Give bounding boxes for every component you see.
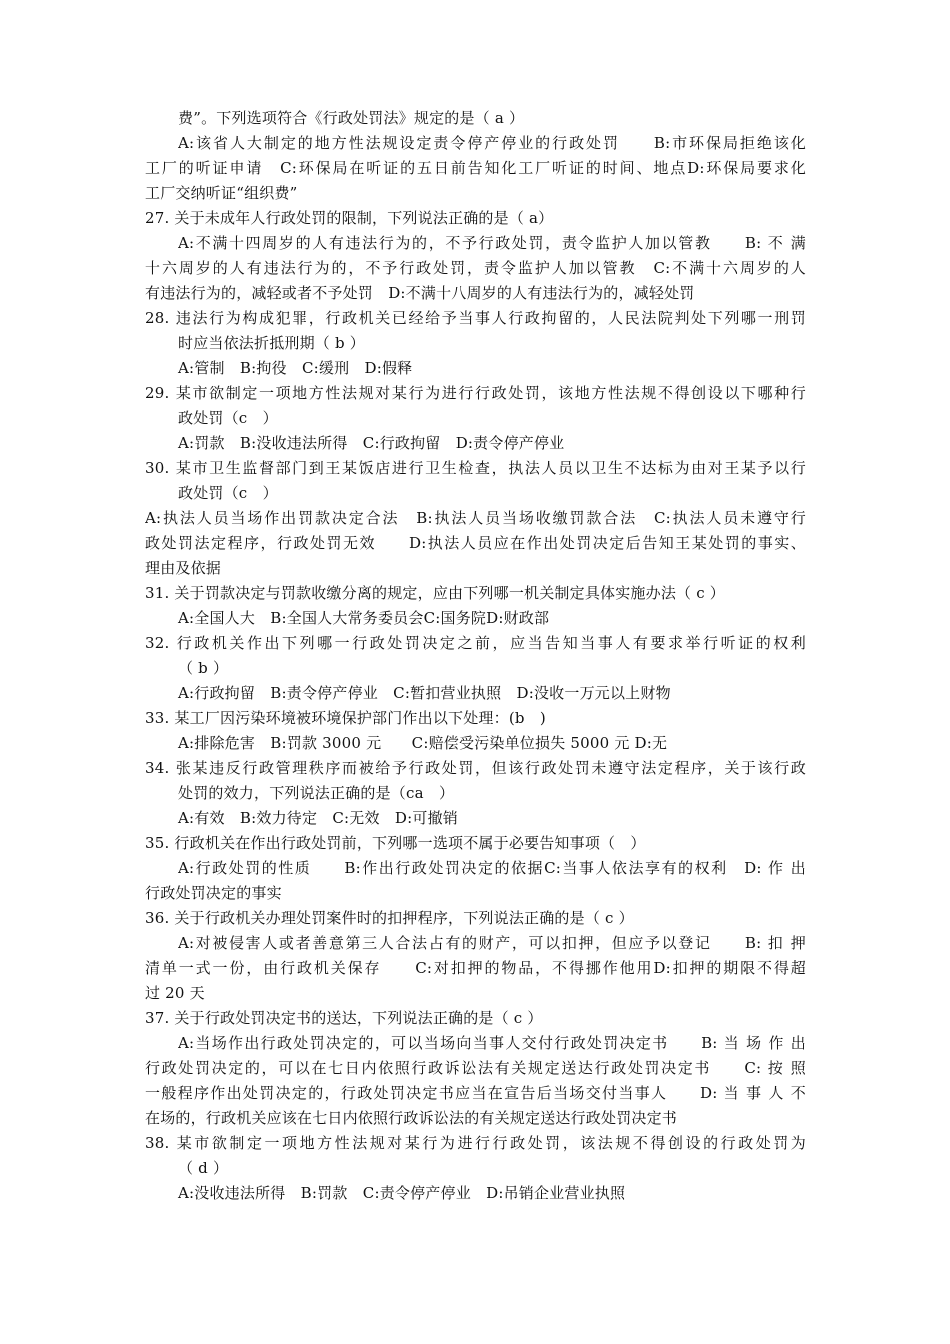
text-line: A:排除危害 B:罚款 3000 元 C:赔偿受污染单位损失 5000 元 D:无: [178, 734, 668, 752]
text-line: 一般程序作出处罚决定的，行政处罚决定书应当在宣告后当场交付当事人 D: 当 事 人 不: [145, 1084, 806, 1102]
text-line: 处罚的效力，下列说法正确的是（ca ）: [178, 784, 455, 802]
text-line: A:有效 B:效力待定 C:无效 D:可撤销: [178, 809, 458, 827]
text-line: 28. 违法行为构成犯罪，行政机关已经给予当事人行政拘留的，人民法院判处下列哪一刑罚: [145, 309, 806, 327]
text-line: 十六周岁的人有违法行为的，不予行政处罚，责令监护人加以管教 C:不满十六周岁的人: [145, 259, 806, 277]
text-line: 29. 某市欲制定一项地方性法规对某行为进行行政处罚，该地方性法规不得创设以下哪种行: [145, 384, 806, 402]
text-line: 31. 关于罚款决定与罚款收缴分离的规定，应由下列哪一机关制定具体实施办法（ c ）: [145, 584, 725, 602]
text-line: 清单一式一份，由行政机关保存 C:对扣押的物品，不得挪作他用D:扣押的期限不得超: [145, 959, 806, 977]
text-line: A:全国人大 B:全国人大常务委员会C:国务院D:财政部: [178, 609, 550, 627]
text-line: 36. 关于行政机关办理处罚案件时的扣押程序，下列说法正确的是（ c ）: [145, 909, 634, 927]
text-line: A:执法人员当场作出罚款决定合法 B:执法人员当场收缴罚款合法 C:执法人员未遵守行: [145, 509, 806, 527]
text-line: 35. 行政机关在作出行政处罚前，下列哪一选项不属于必要告知事项（ ）: [145, 834, 646, 852]
text-line: A:该省人大制定的地方性法规设定责令停产停业的行政处罚 B:市环保局拒绝该化: [178, 134, 806, 152]
text-line: 费”。下列选项符合《行政处罚法》规定的是（ a ）: [178, 109, 525, 127]
text-line: A:管制 B:拘役 C:缓刑 D:假释: [178, 359, 413, 377]
text-line: A:行政处罚的性质 B:作出行政处罚决定的依据C:当事人依法享有的权利 D: 作 出: [178, 859, 806, 877]
text-line: 30. 某市卫生监督部门到王某饭店进行卫生检查，执法人员以卫生不达标为由对王某予以行: [145, 459, 806, 477]
text-line: 27. 关于未成年人行政处罚的限制，下列说法正确的是（ a）: [145, 209, 554, 227]
text-line: 行政处罚决定的，可以在七日内依照行政诉讼法有关规定送达行政处罚决定书 C: 按 照: [145, 1059, 806, 1077]
text-line: 33. 某工厂因污染环境被环境保护部门作出以下处理：(b ): [145, 709, 546, 727]
text-line: A:没收违法所得 B:罚款 C:责令停产停业 D:吊销企业营业执照: [178, 1184, 626, 1202]
text-line: 有违法行为的，减轻或者不予处罚 D:不满十八周岁的人有违法行为的，减轻处罚: [145, 284, 695, 302]
text-line: 工厂交纳听证“组织费”: [145, 184, 298, 202]
text-line: A:行政拘留 B:责令停产停业 C:暂扣营业执照 D:没收一万元以上财物: [178, 684, 671, 702]
text-line: A:不满十四周岁的人有违法行为的，不予行政处罚，责令监护人加以管教 B: 不 满: [178, 234, 806, 252]
text-line: 政处罚（c ）: [178, 484, 278, 502]
text-line: 38. 某市欲制定一项地方性法规对某行为进行行政处罚，该法规不得创设的行政处罚为: [145, 1134, 806, 1152]
text-line: 时应当依法折抵刑期（ b ）: [178, 334, 365, 352]
text-line: A:当场作出行政处罚决定的，可以当场向当事人交付行政处罚决定书 B: 当 场 作 出: [178, 1034, 806, 1052]
text-line: 34. 张某违反行政管理秩序而被给予行政处罚，但该行政处罚未遵守法定程序，关于该行政: [145, 759, 806, 777]
text-line: 政处罚法定程序，行政处罚无效 D:执法人员应在作出处罚决定后告知王某处罚的事实、: [145, 534, 806, 552]
text-line: 37. 关于行政处罚决定书的送达，下列说法正确的是（ c ）: [145, 1009, 543, 1027]
text-line: （ d ）: [178, 1159, 229, 1177]
text-line: A:对被侵害人或者善意第三人合法占有的财产，可以扣押，但应予以登记 B: 扣 押: [178, 934, 806, 952]
text-line: A:罚款 B:没收违法所得 C:行政拘留 D:责令停产停业: [178, 434, 565, 452]
text-line: 工厂的听证申请 C:环保局在听证的五日前告知化工厂听证的时间、地点D:环保局要求化: [145, 159, 806, 177]
text-line: 行政处罚决定的事实: [145, 884, 282, 902]
text-line: 过 20 天: [145, 984, 205, 1002]
text-line: 政处罚（c ）: [178, 409, 278, 427]
text-line: 理由及依据: [145, 559, 222, 577]
text-line: 在场的，行政机关应该在七日内依照行政诉讼法的有关规定送达行政处罚决定书: [145, 1109, 678, 1127]
text-line: （ b ）: [178, 659, 229, 677]
text-line: 32. 行政机关作出下列哪一行政处罚决定之前，应当告知当事人有要求举行听证的权利: [145, 634, 806, 652]
